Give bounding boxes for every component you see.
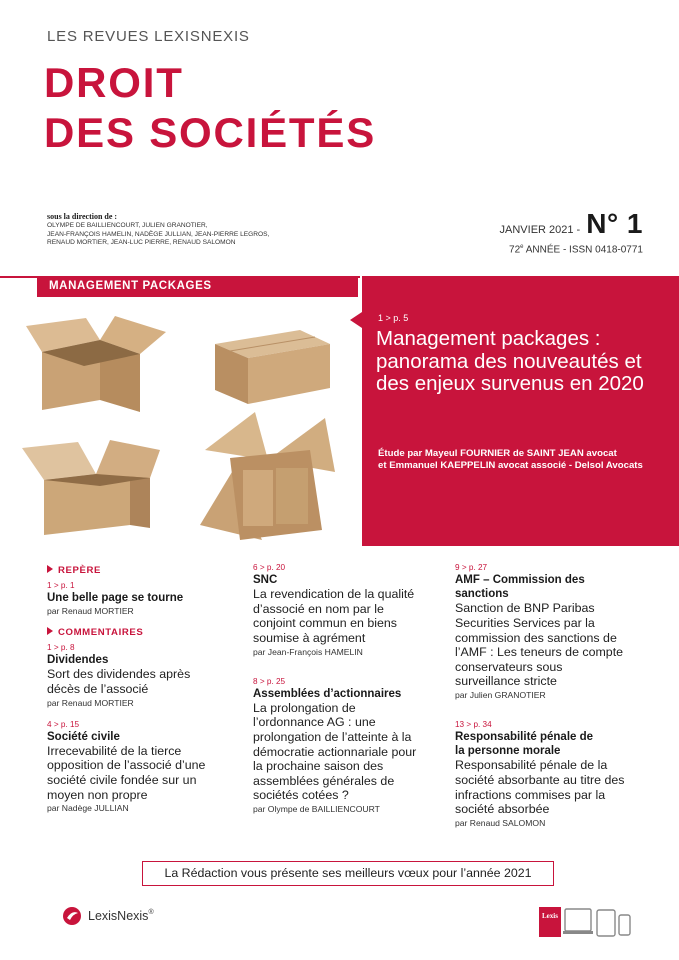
issue-info <box>500 208 643 240</box>
direction-label: sous la direction de : <box>47 212 118 221</box>
article-title[interactable]: Responsabilité pénale de la personne morale <box>455 730 594 758</box>
article-ref: 9 > p. 27 <box>455 563 488 572</box>
logo-text: LexisNexis <box>88 909 149 923</box>
hero-authors-line: Étude par Mayeul FOURNIER de SAINT JEAN avocat <box>378 448 617 459</box>
issue-year-suffix: e <box>520 244 524 250</box>
article-summary: Irrecevabilité de la tierce opposition de l’associé d’une société civile fondée sur un moyen non propre <box>47 743 206 802</box>
section-heading-label: REPÈRE <box>58 565 102 576</box>
article-title[interactable]: Société civile <box>47 730 120 743</box>
hero-section-label: MANAGEMENT PACKAGES <box>37 277 358 297</box>
lexisnexis-logo <box>62 906 154 926</box>
triangle-icon <box>47 565 53 573</box>
issue-date: JANVIER 2021 - <box>499 224 581 236</box>
article-ref: 8 > p. 25 <box>253 676 286 686</box>
article-ref: 4 > p. 15 <box>47 719 80 729</box>
article-ref: 1 > p. 8 <box>47 643 75 653</box>
hero-panel <box>362 276 679 546</box>
direction-names-line: RENAUD MORTIER, JEAN-LUC PIERRE, RENAUD SALOMON <box>47 239 236 247</box>
journal-title-line1: DROIT <box>44 59 184 106</box>
article-ref: 13 > p. 34 <box>455 719 492 729</box>
article-title[interactable]: Assemblées d’actionnaires <box>253 687 402 700</box>
issue-year-number: 72 <box>509 244 521 256</box>
article-title[interactable]: AMF – Commission des sanctions <box>455 574 585 601</box>
lexisnexis-logo-icon <box>62 906 82 926</box>
section-heading-repere <box>47 565 237 577</box>
section-heading-label: COMMENTAIRES <box>58 627 144 639</box>
article-summary: Responsabilité pénale de la société absorbante au titre des infractions commises par la société absorbée <box>455 758 625 817</box>
article-title[interactable]: Une belle page se tourne <box>47 592 184 604</box>
section-heading-commentaires <box>47 627 237 639</box>
lexis-app-badge <box>539 903 637 939</box>
logo-registered-mark: ® <box>148 909 154 916</box>
article-author: par Renaud SALOMON <box>455 817 546 828</box>
hero-headline[interactable]: Management packages : panorama des nouveautés et des enjeux survenus en 2020 <box>376 327 644 396</box>
issue-number: N° 1 <box>586 208 643 239</box>
triangle-icon <box>47 627 53 635</box>
article-title[interactable]: SNC <box>253 574 278 586</box>
lexis-badge-text: Lexis <box>539 907 561 937</box>
article-author: par Julien GRANOTIER <box>455 689 546 700</box>
open-flaps-box-icon <box>22 440 160 535</box>
issue-year-text: ANNÉE - ISSN 0418-0771 <box>523 244 643 256</box>
direction-names-line: JEAN-FRANÇOIS HAMELIN, NADÈGE JULLIAN, JEAN-PIERRE LEGROS, <box>47 230 270 238</box>
journal-title-line2: DES SOCIÉTÉS <box>44 109 377 156</box>
article-author: par Renaud MORTIER <box>47 697 134 708</box>
article-ref: 1 > p. 1 <box>47 581 75 590</box>
article-summary: La prolongation de l’ordonnance AG : une prolongation de l’atteinte à la démocratie actionnariale pour la prochaine saison des assemblées générales de sociétés cotées ? <box>253 700 417 803</box>
direction-names <box>47 222 269 248</box>
article-summary: La revendication de la qualité d’associé en nom par le conjoint commun en biens soumise à agrément <box>253 587 415 645</box>
article-summary: Sanction de BNP Paribas Securities Services par la commission des sanctions de l’AMF : Les teneurs de compte conservateurs sous surveillance stricte <box>455 601 624 689</box>
contents-column-1 <box>47 565 237 824</box>
contents-column-2 <box>253 562 443 825</box>
article-author: par Olympe de BAILLIENCOURT <box>253 803 380 814</box>
article-ref: 6 > p. 20 <box>253 563 286 572</box>
hero-authors-line: et Emmanuel KAEPPELIN avocat associé - Delsol Avocats <box>378 460 643 471</box>
article-author: par Jean-François HAMELIN <box>253 646 363 657</box>
hero-pointer <box>350 312 362 328</box>
devices-icon <box>563 907 635 939</box>
article-summary: Sort des dividendes après décès de l’associé <box>47 667 191 696</box>
hero-authors <box>378 448 668 472</box>
top-view-box-icon <box>200 412 335 540</box>
hero-article-ref: 1 > p. 5 <box>378 313 409 323</box>
cardboard-boxes-illustration <box>0 300 360 545</box>
article-author: par Renaud MORTIER <box>47 606 134 617</box>
direction-names-line: OLYMPE DE BAILLIENCOURT, JULIEN GRANOTIER, <box>47 222 208 229</box>
new-year-wishes-banner: La Rédaction vous présente ses meilleurs vœux pour l’année 2021 <box>142 861 554 886</box>
open-box-icon <box>26 316 166 412</box>
article-author: par Nadège JULLIAN <box>47 803 129 814</box>
series-name: LES REVUES LEXISNEXIS <box>47 28 250 45</box>
closed-box-icon <box>215 330 330 404</box>
issue-year-issn <box>509 244 643 255</box>
contents-column-3 <box>455 562 655 839</box>
article-title[interactable]: Dividendes <box>47 654 109 667</box>
